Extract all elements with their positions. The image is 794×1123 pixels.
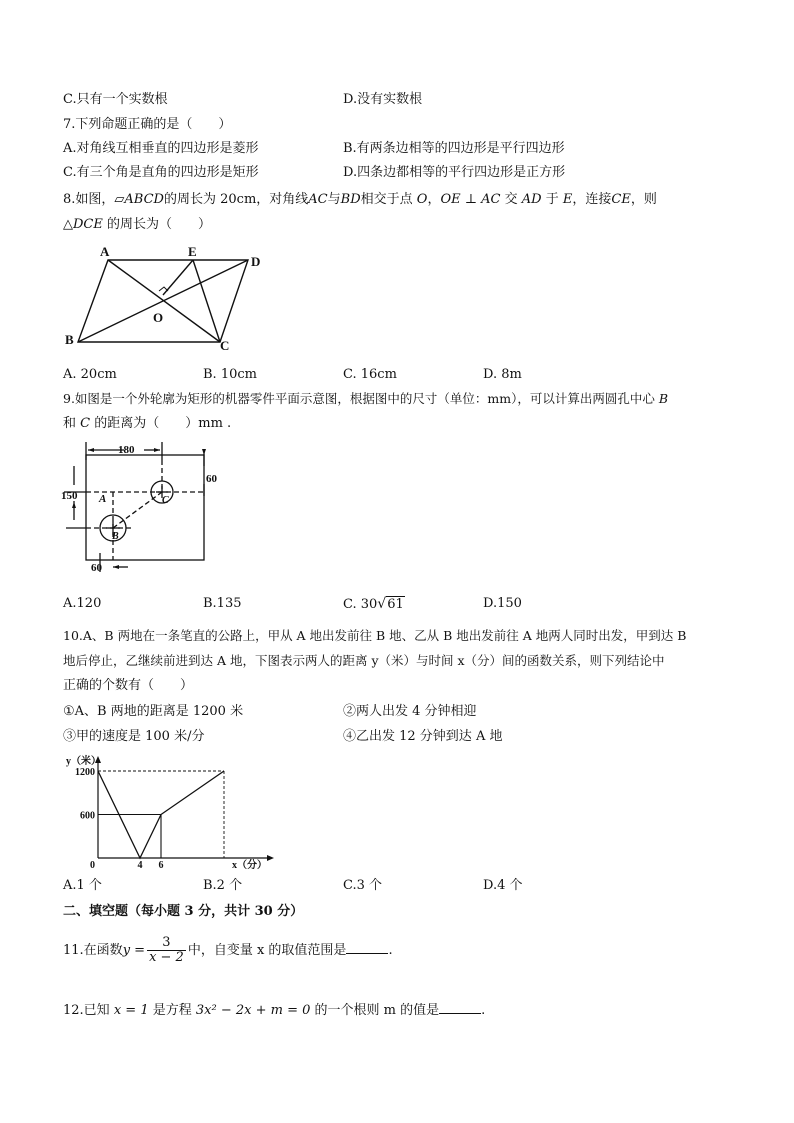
q10-statement-3: ③甲的速度是 100 米/分 <box>63 729 205 744</box>
label-c: C <box>220 338 230 353</box>
q11-stem: 11.在函数y = $\frac{3}{x - 2}$ 中，自变量 x 的取值范围是 . <box>63 935 393 965</box>
dim-150: 150 <box>61 490 78 502</box>
q8-option-d: D. 8m <box>483 367 522 382</box>
q9-stem: 9.如图是一个外轮廓为矩形的机器零件平面示意图，根据图中的尺寸（单位：mm），可以计算出两圆孔中心 B <box>63 391 669 406</box>
x-axis-arrow <box>267 855 274 861</box>
section-2-title: 二、填空题（每小题 3 分，共计 30 分） <box>63 904 304 919</box>
q7-option-b: B.有两条边相等的四边形是平行四边形 <box>343 141 565 156</box>
x-tick-4: 4 <box>137 860 143 870</box>
q9-option-c: C. 30√61 <box>343 596 404 612</box>
y-tick-1200: 1200 <box>75 767 95 778</box>
q8-stem: 8.如图，▱ABCD的周长为 20cm，对角线AC与BD相交于点 O，OE ⊥ AC 交 AD 于 E，连接CE，则 <box>63 192 657 207</box>
answer-blank <box>346 941 388 954</box>
x-axis-label: x（分） <box>232 860 267 870</box>
y-tick-600: 600 <box>80 810 95 822</box>
q10-stem-line3: 正确的个数有（ ） <box>63 678 194 693</box>
answer-blank <box>439 1001 481 1014</box>
q10-stem-line2: 地后停止，乙继续前进到达 A 地，下图表示两人的距离 y（米）与时间 x（分）间的函数关系，则下列结论中 <box>63 653 665 668</box>
q6-option-c: C.只有一个实数根 <box>63 92 168 107</box>
label-a: A <box>99 493 107 505</box>
q9-option-b: B.135 <box>203 596 242 611</box>
label-a: A <box>100 244 110 259</box>
label-o: O <box>153 310 164 325</box>
fraction: $\frac{3}{x - 2}$ <box>149 935 184 965</box>
segment-bc <box>113 492 162 528</box>
label-b: B <box>65 332 74 347</box>
machine-part-figure <box>58 440 223 575</box>
q8-stem-line2: △DCE 的周长为（ ） <box>63 217 212 232</box>
q9-option-a: A.120 <box>63 596 102 611</box>
distance-time-graph <box>62 752 277 870</box>
q6-option-d: D.没有实数根 <box>343 92 423 107</box>
dim-180: 180 <box>118 444 135 456</box>
label-e: E <box>188 244 197 259</box>
part-outline <box>86 455 204 560</box>
parallelogram-figure <box>60 240 270 355</box>
q10-stem-line1: 10.A、B 两地在一条笔直的公路上，甲从 A 地出发前往 B 地、乙从 B 地出发前往 A 地两人同时出发，甲到达 B <box>63 628 687 643</box>
q10-option-a: A.1 个 <box>63 878 102 893</box>
q8-option-a: A. 20cm <box>63 367 117 382</box>
label-b: B <box>112 531 119 542</box>
q10-statement-4: ④乙出发 12 分钟到达 A 地 <box>343 729 503 744</box>
q7-option-d: D.四条边都相等的平行四边形是正方形 <box>343 165 566 180</box>
y-axis-label: y（米） <box>66 756 101 767</box>
q12-stem: 12.已知 x = 1 是方程 3x² − 2x + m = 0 的一个根则 m 的值是 . <box>63 1003 486 1018</box>
q10-statement-2: ②两人出发 4 分钟相迎 <box>343 704 477 719</box>
dim-60-bottom: 60 <box>91 562 102 574</box>
x-tick-6: 6 <box>158 860 164 870</box>
q7-option-a: A.对角线互相垂直的四边形是菱形 <box>63 141 259 156</box>
graph-axes <box>98 760 270 858</box>
origin-label: 0 <box>90 860 95 870</box>
segment-ce <box>193 260 220 342</box>
q10-option-c: C.3 个 <box>343 878 383 893</box>
segment-oe <box>163 260 193 295</box>
dim-60-right: 60 <box>206 473 217 485</box>
q10-option-b: B.2 个 <box>203 878 243 893</box>
q10-statement-1: ①A、B 两地的距离是 1200 米 <box>63 704 244 719</box>
q7-stem: 7.下列命题正确的是（ ） <box>63 117 232 132</box>
label-c: C <box>162 495 169 506</box>
q8-option-b: B. 10cm <box>203 367 257 382</box>
graph-content <box>75 767 224 870</box>
q9-stem-line2: 和 C 的距离为（ ）mm . <box>63 416 232 431</box>
q8-option-c: C. 16cm <box>343 367 397 382</box>
q7-option-c: C.有三个角是直角的四边形是矩形 <box>63 165 259 180</box>
q9-option-d: D.150 <box>483 596 522 611</box>
label-d: D <box>251 254 261 269</box>
q10-option-d: D.4 个 <box>483 878 523 893</box>
